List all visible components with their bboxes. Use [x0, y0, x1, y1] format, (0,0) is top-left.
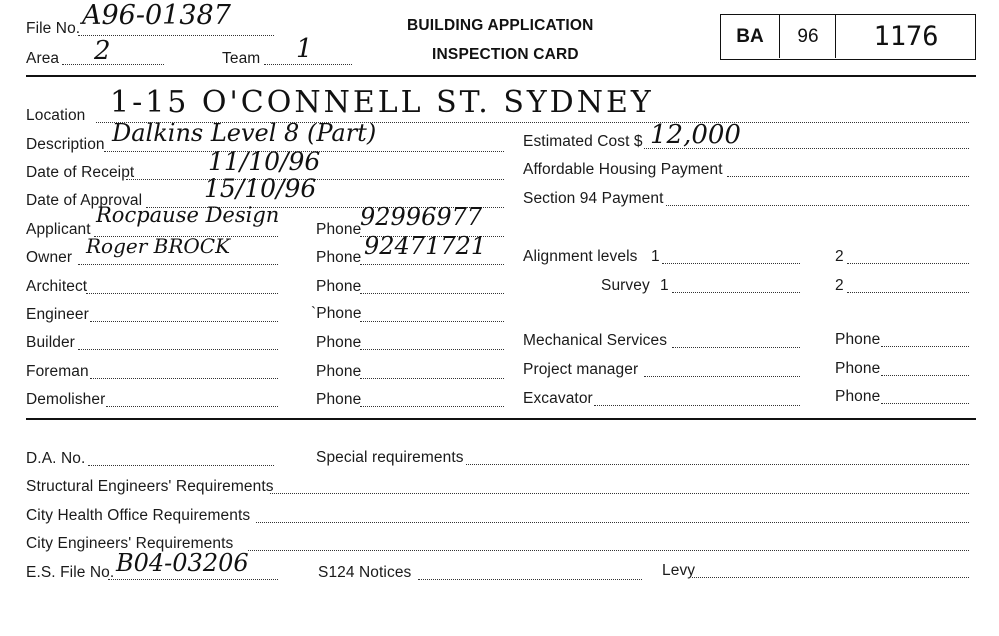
- demolisher-line: [106, 406, 278, 407]
- foreman-phone-line: [360, 378, 504, 379]
- survey-label: Survey: [601, 277, 650, 294]
- structural-engineers-line: [270, 493, 969, 494]
- demolisher-phone-line: [360, 406, 504, 407]
- architect-phone-line: [360, 293, 504, 294]
- builder-line: [78, 349, 278, 350]
- description-value: Dalkins Level 8 (Part): [112, 119, 377, 147]
- estimated-cost-label: Estimated Cost $: [523, 133, 643, 150]
- foreman-phone-label: Phone: [316, 363, 362, 380]
- excavator-line: [594, 405, 800, 406]
- city-health-label: City Health Office Requirements: [26, 507, 251, 524]
- alignment-levels-2-line: [847, 263, 969, 264]
- project-manager-line: [644, 376, 800, 377]
- area-line: [62, 64, 164, 65]
- middle-rule: [26, 418, 976, 420]
- applicant-value: Rocpause Design: [96, 203, 280, 227]
- es-file-line: [108, 579, 278, 580]
- alignment-levels-1-line: [662, 263, 800, 264]
- owner-phone-value: 92471721: [364, 232, 487, 260]
- builder-phone-line: [360, 349, 504, 350]
- ref-number: 1176: [873, 21, 939, 52]
- date-of-approval-label: Date of Approval: [26, 192, 143, 209]
- excavator-label: Excavator: [523, 390, 593, 407]
- team-line: [264, 64, 352, 65]
- survey-1: 1: [660, 277, 669, 294]
- file-no-label: File No.: [26, 20, 81, 37]
- levy-line: [692, 577, 969, 578]
- city-engineers-line: [248, 550, 969, 551]
- mechanical-services-label: Mechanical Services: [523, 332, 668, 349]
- mechanical-services-phone-label: Phone: [835, 331, 881, 348]
- location-label: Location: [26, 107, 86, 124]
- header-rule: [26, 75, 976, 77]
- applicant-phone-value: 92996977: [360, 203, 483, 231]
- demolisher-phone-label: Phone: [316, 391, 362, 408]
- affordable-housing-line: [727, 176, 969, 177]
- architect-line: [86, 293, 278, 294]
- architect-phone-label: Phone: [316, 278, 362, 295]
- project-manager-phone-label: Phone: [835, 360, 881, 377]
- s124-notices-line: [418, 579, 642, 580]
- special-requirements-label: Special requirements: [316, 449, 464, 466]
- survey-2-line: [847, 292, 969, 293]
- city-engineers-label: City Engineers' Requirements: [26, 535, 234, 552]
- affordable-housing-label: Affordable Housing Payment: [523, 161, 723, 178]
- engineer-line: [90, 321, 278, 322]
- survey-2: 2: [835, 277, 844, 294]
- date-of-receipt-value: 11/10/96: [208, 147, 321, 176]
- project-manager-label: Project manager: [523, 361, 639, 378]
- es-file-label: E.S. File No.: [26, 564, 115, 581]
- alignment-levels-1: 1: [651, 248, 660, 265]
- ref-year: 96: [797, 25, 819, 47]
- builder-phone-label: Phone: [316, 334, 362, 351]
- date-of-receipt-label: Date of Receipt: [26, 164, 135, 181]
- ref-prefix: BA: [736, 25, 764, 47]
- alignment-levels-2: 2: [835, 248, 844, 265]
- owner-line: [78, 264, 278, 265]
- foreman-label: Foreman: [26, 363, 89, 380]
- owner-phone-line: [360, 264, 504, 265]
- team-label: Team: [222, 50, 261, 67]
- applicant-phone-label: Phone: [316, 221, 362, 238]
- applicant-label: Applicant: [26, 221, 91, 238]
- builder-label: Builder: [26, 334, 75, 351]
- section-94-label: Section 94 Payment: [523, 190, 664, 207]
- owner-label: Owner: [26, 249, 73, 266]
- owner-value: Roger BROCK: [86, 234, 231, 258]
- location-value: 1-15 O'CONNELL ST. SYDNEY: [110, 85, 654, 120]
- owner-phone-label: Phone: [316, 249, 362, 266]
- special-requirements-line: [466, 464, 969, 465]
- engineer-phone-line: [360, 321, 504, 322]
- file-no-value: A96-01387: [82, 0, 231, 31]
- area-label: Area: [26, 50, 60, 67]
- demolisher-label: Demolisher: [26, 391, 106, 408]
- engineer-phone-label: `Phone: [311, 305, 362, 322]
- reference-box: [720, 14, 976, 60]
- ref-divider: [835, 15, 836, 58]
- s124-notices-label: S124 Notices: [318, 564, 412, 581]
- da-no-line: [88, 465, 274, 466]
- mechanical-services-line: [672, 347, 800, 348]
- card-title-line1: BUILDING APPLICATION: [407, 17, 594, 34]
- ref-divider: [779, 15, 780, 58]
- foreman-line: [90, 378, 278, 379]
- card-title-line2: INSPECTION CARD: [432, 46, 579, 63]
- project-manager-phone-line: [881, 375, 969, 376]
- description-label: Description: [26, 136, 105, 153]
- structural-engineers-label: Structural Engineers' Requirements: [26, 478, 274, 495]
- levy-label: Levy: [662, 562, 696, 579]
- city-health-line: [256, 522, 969, 523]
- area-value: 2: [94, 36, 111, 66]
- engineer-label: Engineer: [26, 306, 89, 323]
- team-value: 1: [296, 34, 313, 64]
- da-no-label: D.A. No.: [26, 450, 86, 467]
- mechanical-services-phone-line: [881, 346, 969, 347]
- date-of-approval-value: 15/10/96: [204, 174, 317, 203]
- survey-1-line: [672, 292, 800, 293]
- estimated-cost-value: 12,000: [650, 120, 741, 150]
- section-94-line: [666, 205, 969, 206]
- excavator-phone-label: Phone: [835, 388, 881, 405]
- architect-label: Architect: [26, 278, 88, 295]
- es-file-value: B04-03206: [116, 549, 249, 577]
- alignment-levels-label: Alignment levels: [523, 248, 638, 265]
- excavator-phone-line: [881, 403, 969, 404]
